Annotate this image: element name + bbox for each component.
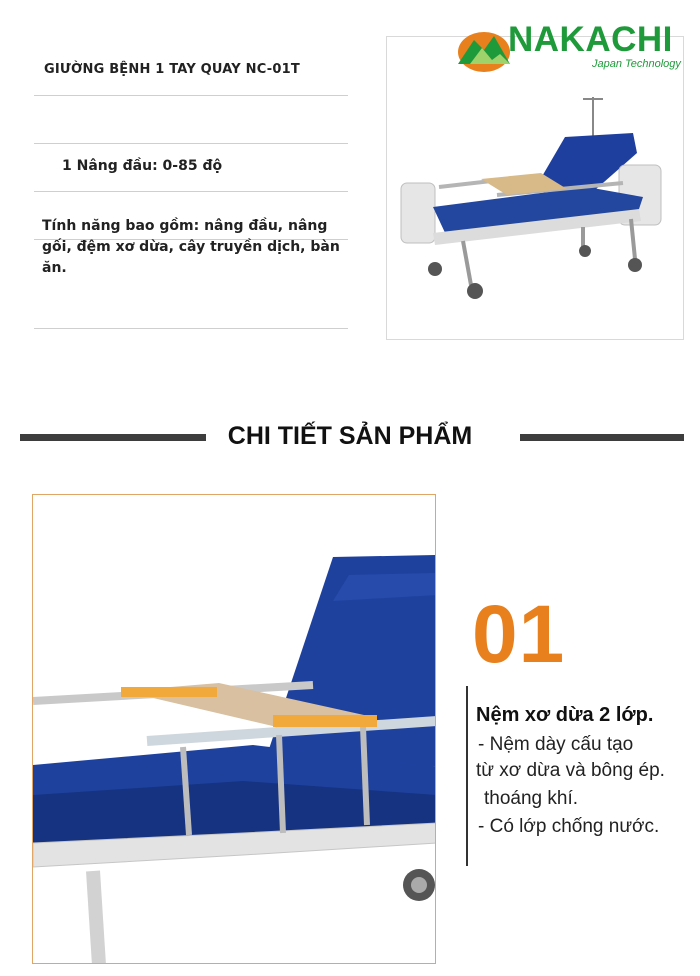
table-rule-top bbox=[34, 95, 348, 96]
detail-photo bbox=[32, 494, 436, 964]
hospital-bed-illustration bbox=[387, 37, 683, 339]
mattress-closeup-illustration bbox=[33, 495, 436, 964]
spec-head-angle: 1 Nâng đầu: 0-85 độ bbox=[62, 158, 223, 174]
detail-number: 01 bbox=[472, 589, 566, 680]
feature-list: Tính năng bao gồm: nâng đầu, nâng gối, đệm xơ dừa, cây truyền dịch, bàn ăn. bbox=[42, 218, 340, 276]
table-rule-3 bbox=[34, 191, 348, 192]
section-title: CHI TIẾT SẢN PHẨM bbox=[227, 422, 473, 450]
detail-accent-line bbox=[466, 686, 468, 866]
detail-line: thoáng khí. bbox=[484, 788, 579, 809]
detail-line: - Nệm dày cấu tạo bbox=[478, 734, 634, 755]
product-title: GIƯỜNG BỆNH 1 TAY QUAY NC-01T bbox=[44, 62, 300, 77]
detail-line: - Có lớp chống nước. bbox=[478, 816, 660, 837]
product-photo bbox=[386, 36, 684, 340]
detail-heading: Nệm xơ dừa 2 lớp. bbox=[476, 704, 654, 726]
brand-name: NAKACHI bbox=[508, 20, 673, 59]
detail-line: từ xơ dừa và bông ép. bbox=[476, 760, 665, 781]
table-rule-bottom bbox=[34, 328, 348, 329]
table-rule-2 bbox=[34, 143, 348, 144]
brand-tagline: Japan Technology bbox=[592, 58, 681, 70]
